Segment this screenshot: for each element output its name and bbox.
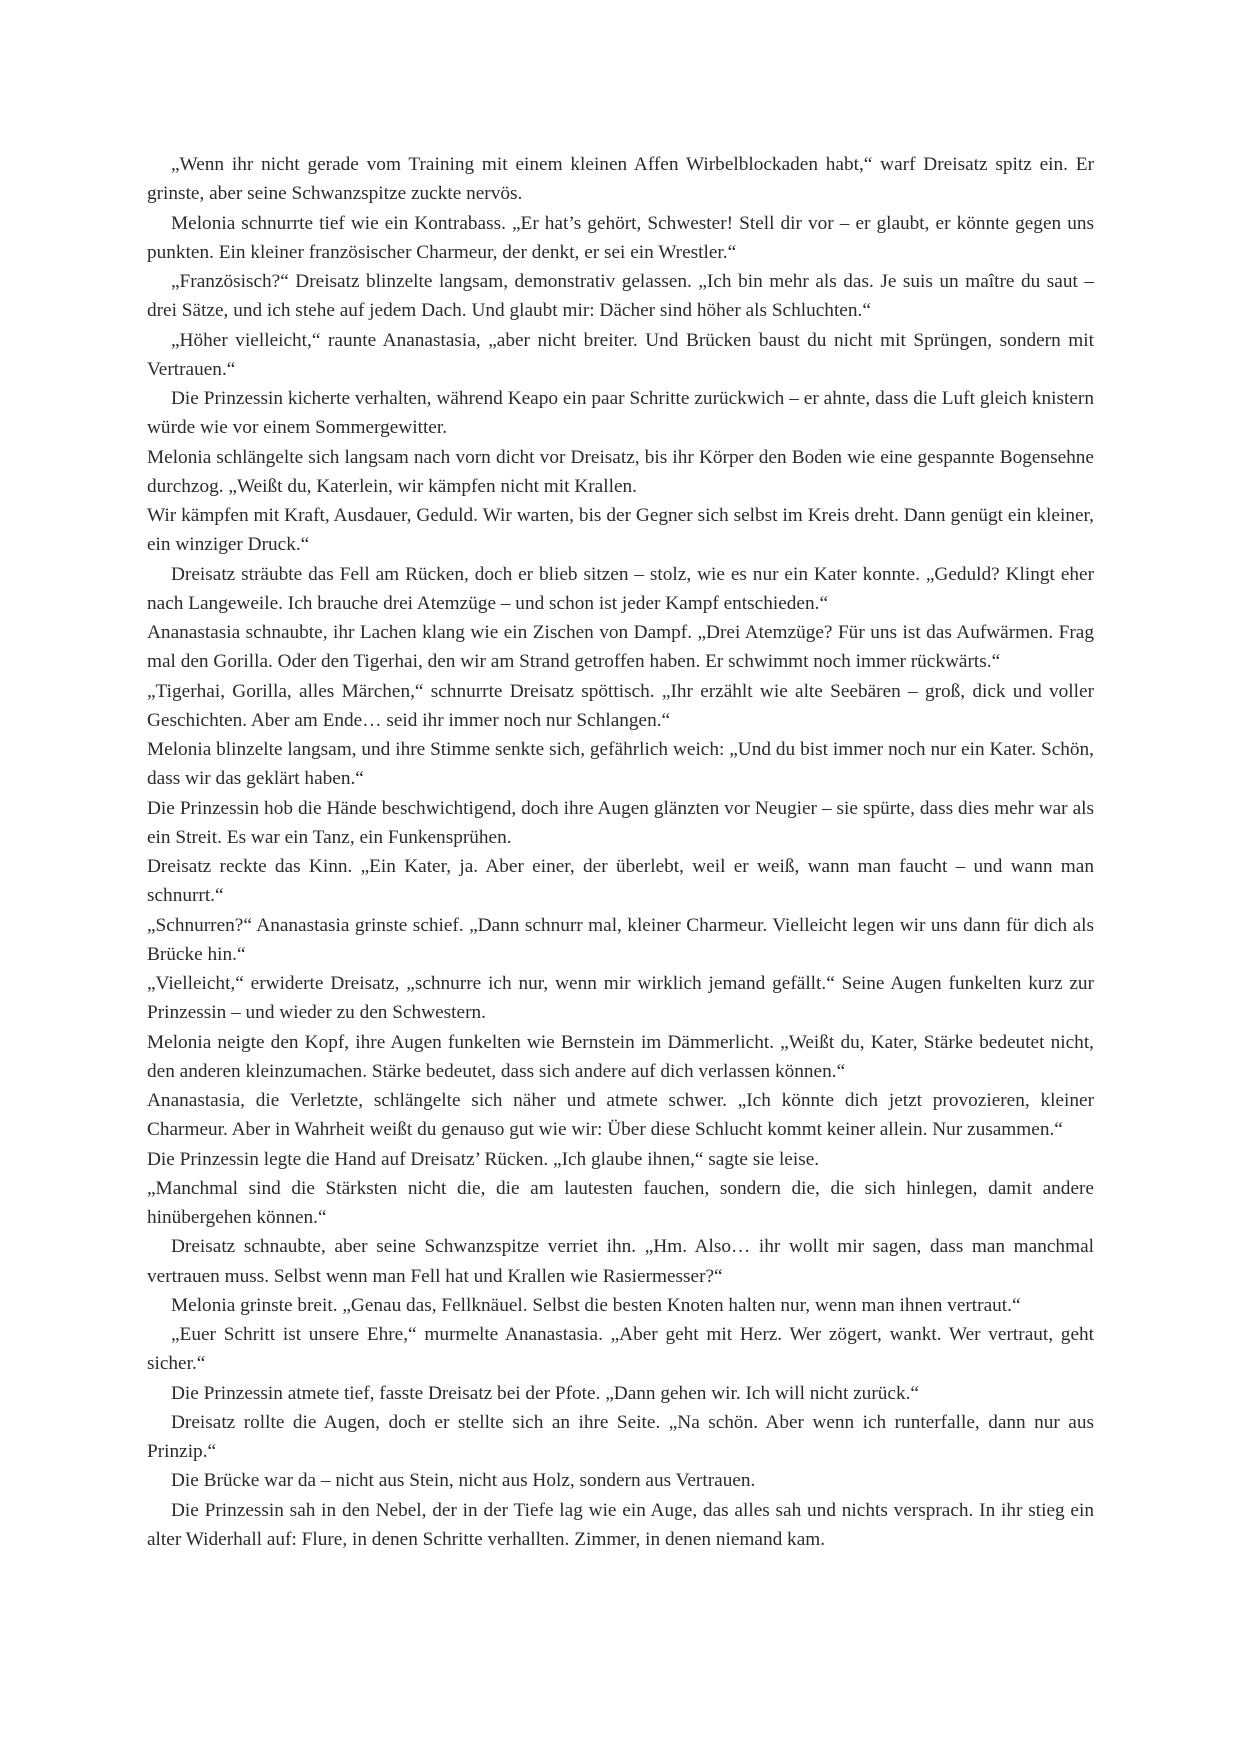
paragraph: Melonia schlängelte sich langsam nach vorn dicht vor Dreisatz, bis ihr Körper den Boden wie eine gespannte Bogensehne durchzog. „Weißt du, Katerlein, wir kämpfen nicht mit Krallen. <box>147 446 1094 497</box>
paragraph: Die Prinzessin atmete tief, fasste Dreisatz bei der Pfote. „Dann gehen wir. Ich will nicht zurück.“ <box>171 1382 919 1404</box>
paragraph: Ananastasia schnaubte, ihr Lachen klang wie ein Zischen von Dampf. „Drei Atemzüge? Für uns ist das Aufwärmen. Frag mal den Gorilla. Oder den Tigerhai, den wir am Strand getroffen haben. Er schwimmt noch immer rückwärts.“ <box>147 622 1094 673</box>
paragraph: Wir kämpfen mit Kraft, Ausdauer, Geduld. Wir warten, bis der Gegner sich selbst im Kreis dreht. Dann genügt ein kleiner, ein winziger Druck.“ <box>147 505 1094 556</box>
paragraph: Melonia blinzelte langsam, und ihre Stimme senkte sich, gefährlich weich: „Und du bist immer noch nur ein Kater. Schön, dass wir das geklärt haben.“ <box>147 739 1094 790</box>
story-text <box>147 150 1094 1554</box>
paragraph: Dreisatz rollte die Augen, doch er stellte sich an ihre Seite. „Na schön. Aber wenn ich runterfalle, dann nur aus Prinzip.“ <box>147 1411 1094 1462</box>
paragraph: „Vielleicht,“ erwiderte Dreisatz, „schnurre ich nur, wenn mir wirklich jemand gefällt.“ Seine Augen funkelten kurz zur Prinzessin – und wieder zu den Schwestern. <box>147 973 1094 1024</box>
paragraph: „Wenn ihr nicht gerade vom Training mit einem kleinen Affen Wirbelblockaden habt,“ warf Dreisatz spitz ein. Er grinste, aber seine Schwanzspitze zuckte nervös. <box>147 154 1094 205</box>
paragraph: „Euer Schritt ist unsere Ehre,“ murmelte Ananastasia. „Aber geht mit Herz. Wer zögert, wankt. Wer vertraut, geht sicher.“ <box>147 1324 1094 1375</box>
paragraph: Dreisatz sträubte das Fell am Rücken, doch er blieb sitzen – stolz, wie es nur ein Kater konnte. „Geduld? Klingt eher nach Langeweile. Ich brauche drei Atemzüge – und schon ist jeder Kampf entschieden.“ <box>147 563 1094 614</box>
paragraph: „Tigerhai, Gorilla, alles Märchen,“ schnurrte Dreisatz spöttisch. „Ihr erzählt wie alte Seebären – groß, dick und voller Geschichten. Aber am Ende… seid ihr immer noch nur Schlangen.“ <box>147 680 1094 731</box>
paragraph: Dreisatz reckte das Kinn. „Ein Kater, ja. Aber einer, der überlebt, weil er weiß, wann man faucht – und wann man schnurrt.“ <box>147 856 1094 907</box>
paragraph: Die Prinzessin legte die Hand auf Dreisatz’ Rücken. „Ich glaube ihnen,“ sagte sie leise. <box>147 1148 820 1170</box>
paragraph: Melonia neigte den Kopf, ihre Augen funkelten wie Bernstein im Dämmerlicht. „Weißt du, Kater, Stärke bedeutet nicht, den anderen kleinzumachen. Stärke bedeutet, dass sich andere auf dich verlassen können.“ <box>147 1031 1094 1082</box>
paragraph: „Schnurren?“ Ananastasia grinste schief. „Dann schnurr mal, kleiner Charmeur. Vielleicht legen wir uns dann für dich als Brücke hin.“ <box>147 914 1094 965</box>
paragraph: „Französisch?“ Dreisatz blinzelte langsam, demonstrativ gelassen. „Ich bin mehr als das. Je suis un maître du saut – drei Sätze, und ich stehe auf jedem Dach. Und glaubt mir: Dächer sind höher als Schluchten.“ <box>147 271 1094 322</box>
paragraph: Melonia schnurrte tief wie ein Kontrabass. „Er hat’s gehört, Schwester! Stell dir vor – er glaubt, er könnte gegen uns punkten. Ein kleiner französischer Charmeur, der denkt, er sei ein Wrestler.“ <box>147 212 1094 263</box>
paragraph: Die Brücke war da – nicht aus Stein, nicht aus Holz, sondern aus Vertrauen. <box>171 1470 756 1492</box>
paragraph: Die Prinzessin hob die Hände beschwichtigend, doch ihre Augen glänzten vor Neugier – sie spürte, dass dies mehr war als ein Streit. Es war ein Tanz, ein Funkensprühen. <box>147 797 1094 848</box>
paragraph: „Höher vielleicht,“ raunte Ananastasia, „aber nicht breiter. Und Brücken baust du nicht mit Sprüngen, sondern mit Vertrauen.“ <box>147 329 1094 380</box>
paragraph: Die Prinzessin sah in den Nebel, der in der Tiefe lag wie ein Auge, das alles sah und nichts versprach. In ihr stieg ein alter Widerhall auf: Flure, in denen Schritte verhallten. Zimmer, in denen niemand kam. <box>147 1499 1094 1550</box>
paragraph: „Manchmal sind die Stärksten nicht die, die am lautesten fauchen, sondern die, die sich hinlegen, damit andere hinübergehen können.“ <box>147 1177 1094 1228</box>
paragraph: Dreisatz schnaubte, aber seine Schwanzspitze verriet ihn. „Hm. Also… ihr wollt mir sagen, dass man manchmal vertrauen muss. Selbst wenn man Fell hat und Krallen wie Rasiermesser?“ <box>147 1236 1094 1287</box>
paragraph: Die Prinzessin kicherte verhalten, während Keapo ein paar Schritte zurückwich – er ahnte, dass die Luft gleich knistern würde wie vor einem Sommergewitter. <box>147 388 1094 439</box>
paragraph: Ananastasia, die Verletzte, schlängelte sich näher und atmete schwer. „Ich könnte dich jetzt provozieren, kleiner Charmeur. Aber in Wahrheit weißt du genauso gut wie wir: Über diese Schlucht kommt keiner allein. Nur zusammen.“ <box>147 1090 1094 1141</box>
paragraph: Melonia grinste breit. „Genau das, Fellknäuel. Selbst die besten Knoten halten nur, wenn man ihnen vertraut.“ <box>171 1294 1021 1316</box>
